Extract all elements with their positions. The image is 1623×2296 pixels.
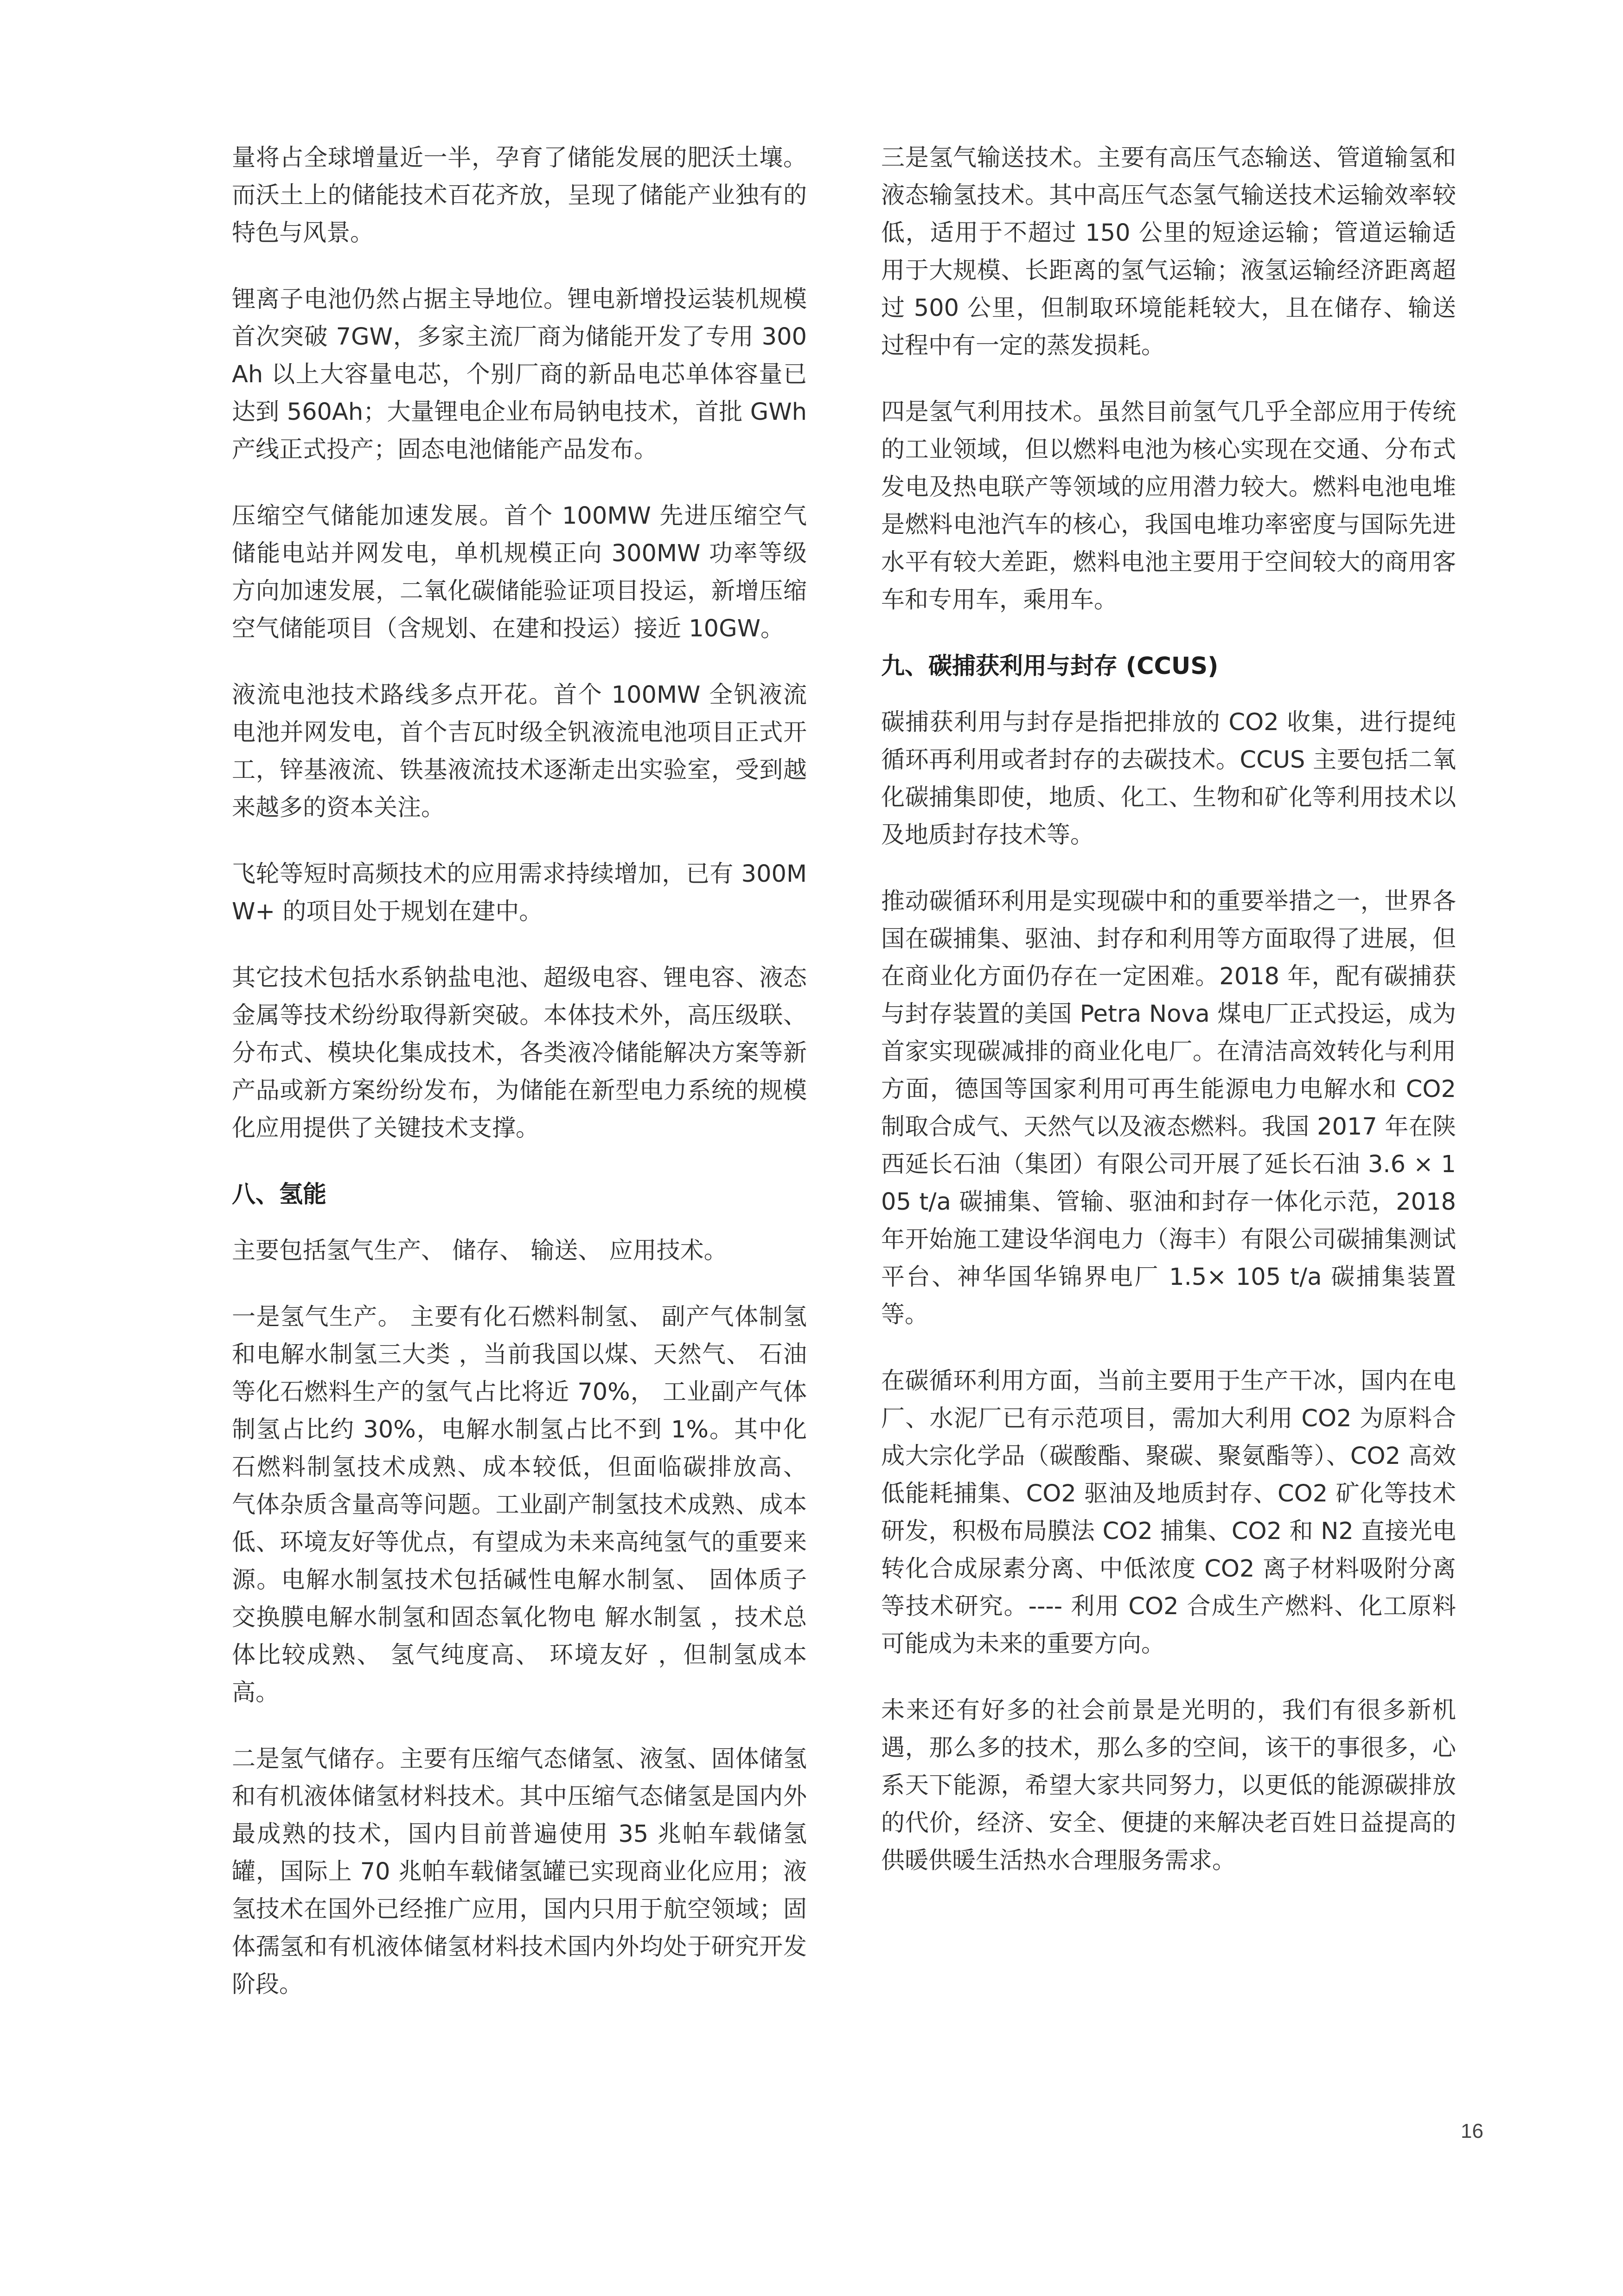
paragraph: 碳捕获利用与封存是指把排放的 CO2 收集，进行提纯循环再利用或者封存的去碳技术。CCUS 主要包括二氧化碳捕集即使，地质、化工、生物和矿化等利用技术以及地质封存技术等。 xyxy=(881,709,1456,849)
right-column xyxy=(881,139,1456,1908)
page-number: 16 xyxy=(1461,2120,1483,2142)
paragraph: 三是氢气输送技术。主要有高压气态输送、管道输氢和液态输氢技术。其中高压气态氢气输送技术运输效率较低，适用于不超过 150 公里的短途运输；管道运输适用于大规模、长距离的氢气运输；液氢运输经济距离超过 500 公里，但制取环境能耗较大，且在储存、输送过程中有一定的蒸发损耗。 xyxy=(881,144,1456,359)
paragraph: 一是氢气生产。 主要有化石燃料制氢、 副产气体制氢和电解水制氢三大类 ，当前我国以煤、天然气、 石油等化石燃料生产的氢气占比将近 70%， 工业副产气体制氢占比约 30%，电解水制氢占比不到 1%。其中化石燃料制氢技术成熟、成本较低，但面临碳排放高、 气体杂质含量高等问题。工业副产制氢技术成熟、成本低、环境友好等优点，有望成为未来高纯氢气的重要来源。电解水制氢技术包括碱性电解水制氢、 固体质子交换膜电解水制氢和固态氧化物电 解水制氢 ，技术总体比较成熟、 氢气纯度高、 环境友好 ，但制氢成本高。 xyxy=(232,1303,807,1706)
paragraph: 压缩空气储能加速发展。首个 100MW 先进压缩空气储能电站并网发电，单机规模正向 300MW 功率等级方向加速发展，二氧化碳储能验证项目投运，新增压缩空气储能项目（含规划、在建和投运）接近 10GW。 xyxy=(232,502,807,642)
paragraph: 四是氢气利用技术。虽然目前氢气几乎全部应用于传统的工业领域，但以燃料电池为核心实现在交通、分布式发电及热电联产等领域的应用潜力较大。燃料电池电堆是燃料电池汽车的核心，我国电堆功率密度与国际先进水平有较大差距，燃料电池主要用于空间较大的商用客车和专用车，乘用车。 xyxy=(881,398,1456,614)
paragraph: 在碳循环利用方面，当前主要用于生产干冰，国内在电厂、水泥厂已有示范项目，需加大利用 CO2 为原料合成大宗化学品（碳酸酯、聚碳、聚氨酯等）、CO2 高效低能耗捕集、CO2 驱油及地质封存、CO2 矿化等技术研发，积极布局膜法 CO2 捕集、CO2 和 N2 直接光电转化合成尿素分离、中低浓度 CO2 离子材料吸附分离等技术研究。---- 利用 CO2 合成生产燃料、化工原料可能成为未来的重要方向。 xyxy=(881,1367,1456,1658)
section-heading-hydrogen: 八、氢能 xyxy=(232,1181,327,1208)
paragraph: 未来还有好多的社会前景是光明的，我们有很多新机遇，那么多的技术，那么多的空间，该干的事很多，心系天下能源，希望大家共同努力，以更低的能源碳排放的代价，经济、安全、便捷的来解决老百姓日益提高的供暖供暖生活热水合理服务需求。 xyxy=(881,1697,1456,1874)
paragraph: 推动碳循环利用是实现碳中和的重要举措之一，世界各国在碳捕集、驱油、封存和利用等方面取得了进展，但在商业化方面仍存在一定困难。2018 年，配有碳捕获与封存装置的美国 Petra Nova 煤电厂正式投运，成为首家实现碳减排的商业化电厂。在清洁高效转化与利用方面，德国等国家利用可再生能源电力电解水和 CO2 制取合成气、天然气以及液态燃料。我国 2017 年在陕西延长石油（集团）有限公司开展了延长石油 3.6 × 105 t/a 碳捕集、管输、驱油和封存一体化示范，2018 年开始施工建设华润电力（海丰）有限公司碳捕集测试平台、神华国华锦界电厂 1.5× 105 t/a 碳捕集装置等。 xyxy=(881,888,1456,1328)
paragraph: 其它技术包括水系钠盐电池、超级电容、锂电容、液态金属等技术纷纷取得新突破。本体技术外，高压级联、分布式、模块化集成技术，各类液冷储能解决方案等新产品或新方案纷纷发布，为储能在新型电力系统的规模化应用提供了关键技术支撑。 xyxy=(232,964,807,1142)
paragraph: 飞轮等短时高频技术的应用需求持续增加，已有 300MW+ 的项目处于规划在建中。 xyxy=(232,860,807,925)
left-column xyxy=(232,139,807,2032)
paragraph: 锂离子电池仍然占据主导地位。锂电新增投运装机规模首次突破 7GW，多家主流厂商为储能开发了专用 300Ah 以上大容量电芯，个别厂商的新品电芯单体容量已达到 560Ah；大量锂电企业布局钠电技术，首批 GWh 产线正式投产；固态电池储能产品发布。 xyxy=(232,286,807,463)
paragraph: 液流电池技术路线多点开花。首个 100MW 全钒液流电池并网发电，首个吉瓦时级全钒液流电池项目正式开工，锌基液流、铁基液流技术逐渐走出实验室，受到越来越多的资本关注。 xyxy=(232,681,807,821)
paragraph: 量将占全球增量近一半，孕育了储能发展的肥沃土壤。而沃土上的储能技术百花齐放，呈现了储能产业独有的特色与风景。 xyxy=(232,144,807,247)
section-heading-ccus: 九、碳捕获利用与封存 (CCUS) xyxy=(881,653,1219,680)
paragraph: 二是氢气储存。主要有压缩气态储氢、液氢、固体储氢和有机液体储氢材料技术。其中压缩气态储氢是国内外最成熟的技术，国内目前普遍使用 35 兆帕车载储氢罐，国际上 70 兆帕车载储氢罐已实现商业化应用；液氢技术在国外已经推广应用，国内只用于航空领域；固体孺氢和有机液体储氢材料技术国内外均处于研究开发阶段。 xyxy=(232,1745,807,1998)
paragraph: 主要包括氢气生产、 储存、 输送、 应用技术。 xyxy=(232,1237,728,1264)
